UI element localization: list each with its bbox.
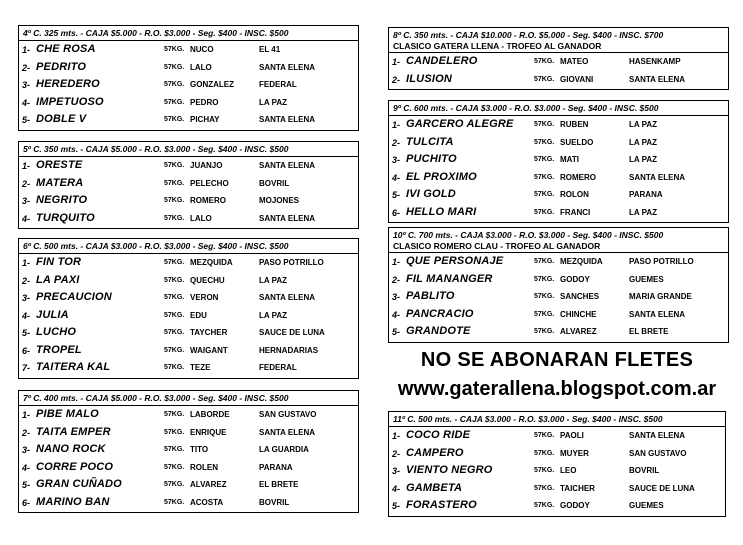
entry-number: 3- [392,155,401,165]
horse-name: COCO RIDE [406,429,471,441]
entry-number: 1- [22,258,31,268]
entry-number: 5- [392,327,401,337]
entry-list [19,254,358,378]
entry-origin: EL 41 [259,45,281,54]
horse-name: LUCHO [36,326,77,338]
entry-row [389,324,728,342]
entry-weight: 57KG. [534,138,555,146]
entry-row [389,307,728,325]
horse-name: GRANDOTE [406,325,471,337]
horse-name: VIENTO NEGRO [406,464,493,476]
entry-row [19,211,358,229]
entry-list [19,41,358,130]
jockey-name: NUCO [190,45,214,54]
jockey-name: ENRIQUE [190,427,227,437]
jockey-name: TAYCHER [190,328,228,337]
race-header [389,412,725,427]
entry-number: 3- [22,80,31,90]
entry-row [389,187,728,205]
entry-origin: FEDERAL [259,363,297,372]
horse-name: GRAN CUÑADO [36,478,122,490]
entry-number: 3- [392,292,401,302]
entry-number: 2- [22,62,31,73]
entry-origin: SANTA ELENA [259,115,315,124]
entry-row [19,290,358,308]
entry-weight: 57KG. [534,467,555,474]
horse-name: CAMPERO [406,446,464,459]
entry-number: 4- [392,309,401,320]
entry-number: 1- [392,120,401,130]
entry-weight: 57KG. [534,449,555,457]
entry-weight: 57KG. [164,63,185,71]
jockey-name: LABORDE [190,410,230,419]
entry-origin: LA PAZ [629,207,657,217]
entry-number: 1- [22,45,31,55]
entry-row [19,255,358,273]
horse-name: CORRE POCO [36,460,114,473]
horse-name: EL PROXIMO [406,170,477,183]
jockey-name: LALO [190,62,212,72]
entry-origin: SANTA ELENA [629,172,685,182]
horse-name: TURQUITO [36,211,95,224]
entry-number: 1- [22,410,31,420]
jockey-name: TEZE [190,363,211,372]
jockey-name: MEZQUIDA [560,257,603,266]
jockey-name: GODOY [560,501,590,510]
horse-name: DOBLE V [36,113,87,125]
entry-origin: PASO POTRILLO [259,258,324,267]
entry-row [389,289,728,307]
entry-row [389,272,728,290]
race-title: 4º C. 325 mts. - CAJA $5.000 - R.O. $3.000 - Seg. $400 - INSC. $500 [23,28,289,38]
horse-name: JULIA [36,308,69,321]
entry-weight: 57KG. [534,121,555,128]
entry-weight: 57KG. [164,276,185,284]
entry-weight: 57KG. [534,191,555,198]
entry-weight: 57KG. [534,502,555,509]
entry-weight: 57KG. [164,116,185,123]
race-header [19,142,358,157]
entry-row [389,117,728,135]
entry-number: 2- [392,274,401,285]
entry-weight: 57KG. [164,197,185,204]
race-card-r4 [18,25,359,131]
horse-name: MARINO BAN [36,495,110,508]
horse-name: GAMBETA [406,481,463,494]
entry-row [19,460,358,478]
entry-weight: 57KG. [534,293,555,300]
entry-origin: EL BRETE [259,480,299,489]
entry-weight: 57KG. [534,432,555,439]
entry-number: 3- [392,466,401,476]
entry-row [19,273,358,291]
horse-name: CANDELERO [406,55,478,67]
entry-origin: SANTA ELENA [259,427,315,437]
entry-origin: HASENKAMP [629,57,681,66]
horse-name: PABLITO [406,290,455,302]
entry-weight: 57KG. [164,481,185,488]
jockey-name: TAICHER [560,483,595,493]
entry-origin: SANTA ELENA [259,161,315,170]
entry-origin: GUEMES [629,274,664,284]
race-header [19,391,358,406]
entry-origin: SANTA ELENA [629,309,685,319]
jockey-name: MUYER [560,448,589,458]
jockey-name: LALO [190,213,212,223]
entry-origin: LA PAZ [629,155,657,164]
entry-weight: 57KG. [164,329,185,336]
entry-number: 2- [22,427,31,438]
entry-origin: SANTA ELENA [259,62,315,72]
entry-row [19,325,358,343]
entry-number: 6- [22,345,31,356]
entry-row [19,193,358,211]
entry-origin: LA GUARDIA [259,445,309,454]
race-header [19,26,358,41]
horse-name: ILUSION [406,72,453,85]
entry-number: 1- [392,257,401,267]
race-card-r10 [388,227,729,343]
entry-weight: 57KG. [164,98,185,106]
race-title: 11º C. 500 mts. - CAJA $3.000 - R.O. $3.000 - Seg. $400 - INSC. $500 [393,414,663,424]
horse-name: NEGRITO [36,194,88,206]
entry-number: 5- [22,115,31,125]
race-card-r8 [388,27,729,90]
entry-list [389,116,728,222]
entry-number: 5- [392,501,401,511]
entry-weight: 57KG. [164,81,185,88]
entry-weight: 57KG. [164,311,185,319]
entry-row [19,442,358,460]
entry-weight: 57KG. [164,428,185,436]
race-card-r6 [18,238,359,379]
entry-list [19,157,358,228]
entry-number: 3- [22,293,31,303]
race-header [389,101,728,116]
race-header [389,28,728,53]
website-url: www.gaterallena.blogspot.com.ar [397,378,717,400]
entry-origin: LA PAZ [629,137,657,147]
entry-weight: 57KG. [164,463,185,471]
entry-weight: 57KG. [164,259,185,266]
horse-name: FIN TOR [36,256,82,268]
jockey-name: ROMERO [190,196,226,205]
entry-origin: EL BRETE [629,327,669,336]
horse-name: PUCHITO [406,153,457,165]
entry-origin: SAUCE DE LUNA [629,483,695,493]
entry-list [19,406,358,512]
jockey-name: PICHAY [190,115,220,124]
entry-number: 1- [22,161,31,171]
entry-number: 5- [392,190,401,200]
entry-weight: 57KG. [164,411,185,418]
horse-name: TROPEL [36,343,82,356]
entry-number: 2- [392,137,401,148]
jockey-name: ROLON [560,190,589,199]
entry-row [389,428,725,446]
horse-name: PANCRACIO [406,307,474,320]
entry-list [389,253,728,342]
horse-name: CHE ROSA [36,43,96,55]
race-title: 5º C. 350 mts. - CAJA $5.000 - R.O. $3.000 - Seg. $400 - INSC. $500 [23,144,289,154]
entry-number: 2- [22,178,31,189]
entry-weight: 57KG. [164,214,185,222]
horse-name: LA PAXI [36,273,80,286]
horse-name: IMPETUOSO [36,95,104,108]
entry-origin: BOVRIL [259,178,290,188]
entry-number: 1- [392,57,401,67]
horse-name: PIBE MALO [36,408,99,420]
horse-name: IVI GOLD [406,188,456,200]
entry-row [389,135,728,153]
jockey-name: MEZQUIDA [190,258,233,267]
entry-origin: SANTA ELENA [629,431,685,440]
horse-name: FIL MANANGER [406,272,493,285]
entry-row [19,360,358,378]
entry-number: 2- [22,275,31,286]
entry-row [19,176,358,194]
entry-number: 2- [392,448,401,459]
race-card-r11 [388,411,726,517]
entry-number: 4- [22,213,31,224]
jockey-name: PELECHO [190,178,229,188]
entry-origin: LA PAZ [259,97,287,107]
jockey-name: QUECHU [190,275,225,285]
jockey-name: MATI [560,155,579,164]
entry-weight: 57KG. [534,484,555,492]
horse-name: HEREDERO [36,78,100,90]
jockey-name: ACOSTA [190,497,224,507]
entry-origin: BOVRIL [629,466,660,475]
horse-name: NANO ROCK [36,443,106,455]
horse-name: PRECAUCION [36,291,112,303]
entry-number: 5- [22,328,31,338]
entry-row [19,495,358,513]
entry-weight: 57KG. [164,179,185,187]
entry-weight: 57KG. [164,294,185,301]
entry-row [389,463,725,481]
race-title: 10º C. 700 mts. - CAJA $3.000 - R.O. $3.000 - Seg. $400 - INSC. $500 [393,230,664,240]
race-title: 9º C. 600 mts. - CAJA $3.000 - R.O. $3.000 - Seg. $400 - INSC. $500 [393,103,659,113]
entry-origin: PASO POTRILLO [629,257,694,266]
jockey-name: FRANCI [560,207,591,217]
entry-origin: SAUCE DE LUNA [259,328,325,337]
jockey-name: PEDRO [190,97,219,107]
entry-row [19,425,358,443]
jockey-name: GONZALEZ [190,80,234,89]
entry-origin: HERNADARIAS [259,345,319,355]
jockey-name: SANCHES [560,292,600,301]
entry-row [389,446,725,464]
entry-row [389,205,728,223]
entry-origin: LA PAZ [259,275,287,285]
entry-origin: SAN GUSTAVO [259,410,317,419]
race-title: 8º C. 350 mts. - CAJA $10.000 - R.O. $5.000 - Seg. $400 - INSC. $700 [393,30,664,40]
entry-origin: SANTA ELENA [629,74,685,84]
entry-origin: MARIA GRANDE [629,292,692,301]
entry-number: 1- [392,431,401,441]
entry-weight: 57KG. [534,156,555,163]
entry-number: 3- [22,445,31,455]
race-subtitle: CLASICO GATERA LLENA - TROFEO AL GANADOR [393,41,602,51]
entry-row [19,60,358,78]
horse-name: TAITERA KAL [36,361,111,373]
entry-number: 6- [22,497,31,508]
entry-weight: 57KG. [164,346,185,354]
entry-origin: GUEMES [629,501,664,510]
entry-number: 7- [22,363,31,373]
race-header [389,228,728,253]
entry-weight: 57KG. [164,446,185,453]
entry-row [19,477,358,495]
entry-weight: 57KG. [164,46,185,53]
horse-name: HELLO MARI [406,205,477,218]
entry-row [19,95,358,113]
race-card-r9 [388,100,729,223]
entry-row [389,152,728,170]
entry-row [19,112,358,130]
race-title: 7º C. 400 mts. - CAJA $5.000 - R.O. $3.000 - Seg. $400 - INSC. $500 [23,393,289,403]
entry-weight: 57KG. [164,498,185,506]
horse-name: GARCERO ALEGRE [406,118,514,130]
entry-weight: 57KG. [534,275,555,283]
jockey-name: EDU [190,310,207,320]
entry-weight: 57KG. [164,364,185,371]
entry-row [389,481,725,499]
jockey-name: ALVAREZ [560,327,597,336]
entry-origin: BOVRIL [259,497,290,507]
entry-number: 2- [392,74,401,85]
entry-number: 5- [22,480,31,490]
jockey-name: LEO [560,466,577,475]
horse-name: PEDRITO [36,60,87,73]
entry-origin: PARANA [259,462,293,472]
entry-origin: SANTA ELENA [259,293,315,302]
jockey-name: GODOY [560,274,590,284]
race-header [19,239,358,254]
entry-row [389,498,725,516]
entry-number: 4- [22,310,31,321]
entry-number: 3- [22,196,31,206]
horse-name: QUE PERSONAJE [406,255,504,267]
jockey-name: ROLEN [190,462,218,472]
jockey-name: JUANJO [190,161,223,170]
entry-weight: 57KG. [534,208,555,216]
no-freight-notice: NO SE ABONARAN FLETES [420,349,694,371]
entry-origin: LA PAZ [259,310,287,320]
entry-weight: 57KG. [534,173,555,181]
entry-number: 4- [392,172,401,183]
jockey-name: SUELDO [560,137,594,147]
jockey-name: MATEO [560,57,589,66]
jockey-name: PAOLI [560,431,584,440]
entry-origin: SANTA ELENA [259,213,315,223]
entry-number: 4- [392,483,401,494]
entry-weight: 57KG. [534,328,555,335]
jockey-name: TITO [190,445,209,454]
entry-row [19,407,358,425]
entry-list [389,53,728,89]
jockey-name: WAIGANT [190,345,228,355]
entry-row [19,343,358,361]
entry-list [389,427,725,516]
horse-name: TAITA EMPER [36,425,111,438]
jockey-name: ALVAREZ [190,480,227,489]
jockey-name: CHINCHE [560,309,597,319]
horse-name: MATERA [36,176,84,189]
entry-origin: SAN GUSTAVO [629,448,687,458]
race-card-r7 [18,390,359,513]
entry-row [19,158,358,176]
entry-origin: LA PAZ [629,120,657,129]
entry-origin: FEDERAL [259,80,297,89]
entry-row [389,170,728,188]
horse-name: TULCITA [406,135,454,148]
entry-row [389,54,728,72]
race-card-r5 [18,141,359,229]
entry-origin: PARANA [629,190,663,199]
entry-row [389,72,728,90]
race-subtitle: CLASICO ROMERO CLAU - TROFEO AL GANADOR [393,241,601,251]
entry-weight: 57KG. [534,310,555,318]
entry-weight: 57KG. [164,162,185,169]
jockey-name: RUBEN [560,120,589,129]
entry-number: 4- [22,97,31,108]
entry-number: 4- [22,462,31,473]
jockey-name: ROMERO [560,172,596,182]
entry-origin: MOJONES [259,196,300,205]
entry-row [19,42,358,60]
entry-weight: 57KG. [534,58,555,65]
entry-row [389,254,728,272]
horse-name: ORESTE [36,159,83,171]
entry-weight: 57KG. [534,75,555,83]
entry-number: 6- [392,207,401,218]
jockey-name: GIOVANI [560,74,594,84]
race-title: 6º C. 500 mts. - CAJA $3.000 - R.O. $3.000 - Seg. $400 - INSC. $500 [23,241,289,251]
jockey-name: VERON [190,293,219,302]
horse-name: FORASTERO [406,499,477,511]
entry-row [19,308,358,326]
entry-row [19,77,358,95]
entry-weight: 57KG. [534,258,555,265]
